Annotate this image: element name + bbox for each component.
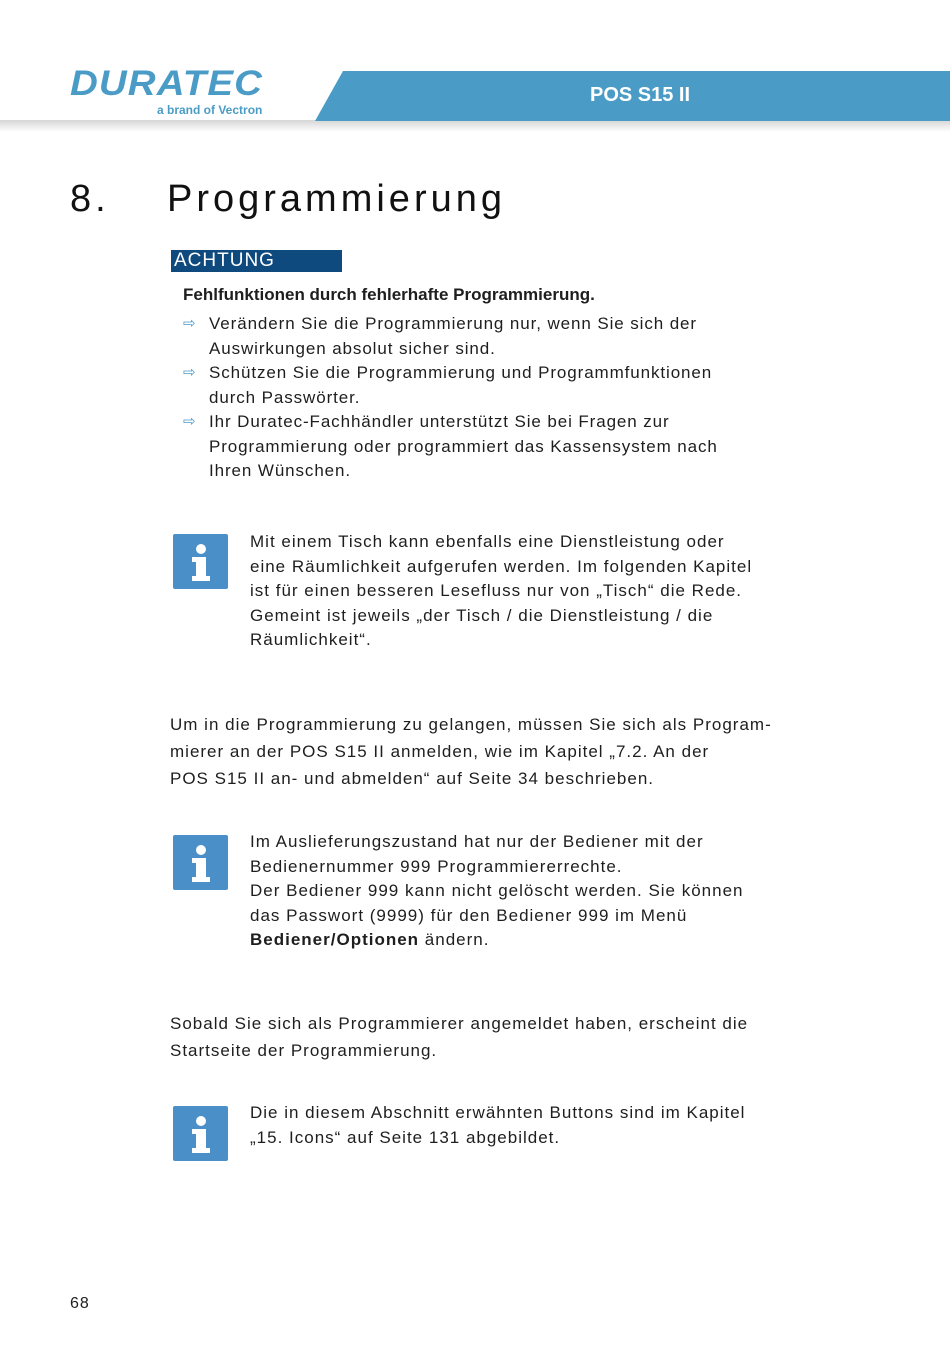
info-line: Gemeint ist jeweils „der Tisch / die Dienstleistung / die	[250, 605, 714, 625]
paragraph-line: POS S15 II an- und abmelden“ auf Seite 34 beschrieben.	[170, 769, 654, 788]
paragraph-line: Startseite der Programmierung.	[170, 1041, 438, 1060]
info-line: Räumlichkeit“.	[250, 630, 372, 649]
info-icon	[173, 534, 228, 589]
info-line-end: ändern.	[419, 930, 490, 949]
info-line: ist für einen besseren Lesefluss nur von „Tisch“ die Rede.	[250, 581, 743, 600]
list-item-line: durch Passwörter.	[209, 387, 361, 407]
list-item-line: Programmierung oder programmiert das Kassensystem nach	[209, 436, 718, 456]
paragraph-line: mierer an der POS S15 II anmelden, wie im Kapitel „7.2. An der	[170, 742, 710, 761]
info-icon	[173, 1106, 228, 1161]
info-line: „15. Icons“ auf Seite 131 abgebildet.	[250, 1127, 561, 1147]
list-item-line: Verändern Sie die Programmierung nur, wenn Sie sich der	[209, 314, 697, 333]
info-icon	[173, 835, 228, 890]
warning-heading: Fehlfunktionen durch fehlerhafte Programmierung.	[183, 285, 595, 304]
paragraph-login	[170, 711, 840, 792]
warning-label: ACHTUNG	[171, 250, 342, 272]
chapter-number: 8.	[70, 178, 110, 220]
page-number: 68	[70, 1295, 90, 1312]
product-model: POS S15 II	[590, 84, 691, 106]
header-shadow	[0, 120, 950, 132]
brand-subtitle: a brand of Vectron	[157, 103, 263, 117]
info-line: Mit einem Tisch kann ebenfalls eine Dienstleistung oder	[250, 532, 725, 551]
info-line: Bedienernummer 999 Programmiererrechte.	[250, 856, 623, 876]
list-item-line: Ihren Wünschen.	[209, 461, 352, 480]
chapter-title: Programmierung	[167, 178, 506, 220]
arrow-right-icon: ⇨	[183, 364, 197, 381]
info-line: eine Räumlichkeit aufgerufen werden. Im folgenden Kapitel	[250, 556, 753, 576]
info-line: Die in diesem Abschnitt erwähnten Buttons sind im Kapitel	[250, 1103, 746, 1122]
arrow-right-icon: ⇨	[183, 315, 197, 332]
paragraph-line: Um in die Programmierung zu gelangen, müssen Sie sich als Program-	[170, 715, 772, 734]
info-line: das Passwort (9999) für den Bediener 999 im Menü	[250, 905, 688, 925]
list-item-line: Schützen Sie die Programmierung und Programmfunktionen	[209, 363, 713, 382]
info-note-buttons	[250, 1101, 830, 1150]
info-line: Der Bediener 999 kann nicht gelöscht werden. Sie können	[250, 881, 744, 900]
list-item	[183, 312, 803, 361]
list-item	[183, 361, 803, 410]
paragraph-line: Sobald Sie sich als Programmierer angemeldet haben, erscheint die	[170, 1014, 749, 1033]
list-item-line: Auswirkungen absolut sicher sind.	[209, 338, 496, 358]
list-item	[183, 410, 803, 484]
warning-list	[183, 312, 803, 484]
list-item-line: Ihr Duratec-Fachhändler unterstützt Sie bei Fragen zur	[209, 412, 670, 431]
brand-logo: DURATEC	[70, 64, 264, 103]
info-note-operator	[250, 830, 830, 953]
info-note-tables	[250, 530, 830, 653]
info-line: Im Auslieferungszustand hat nur der Bediener mit der	[250, 832, 704, 851]
arrow-right-icon: ⇨	[183, 413, 197, 430]
menu-path: Bediener/Optionen	[250, 930, 420, 949]
paragraph-startpage	[170, 1010, 840, 1064]
